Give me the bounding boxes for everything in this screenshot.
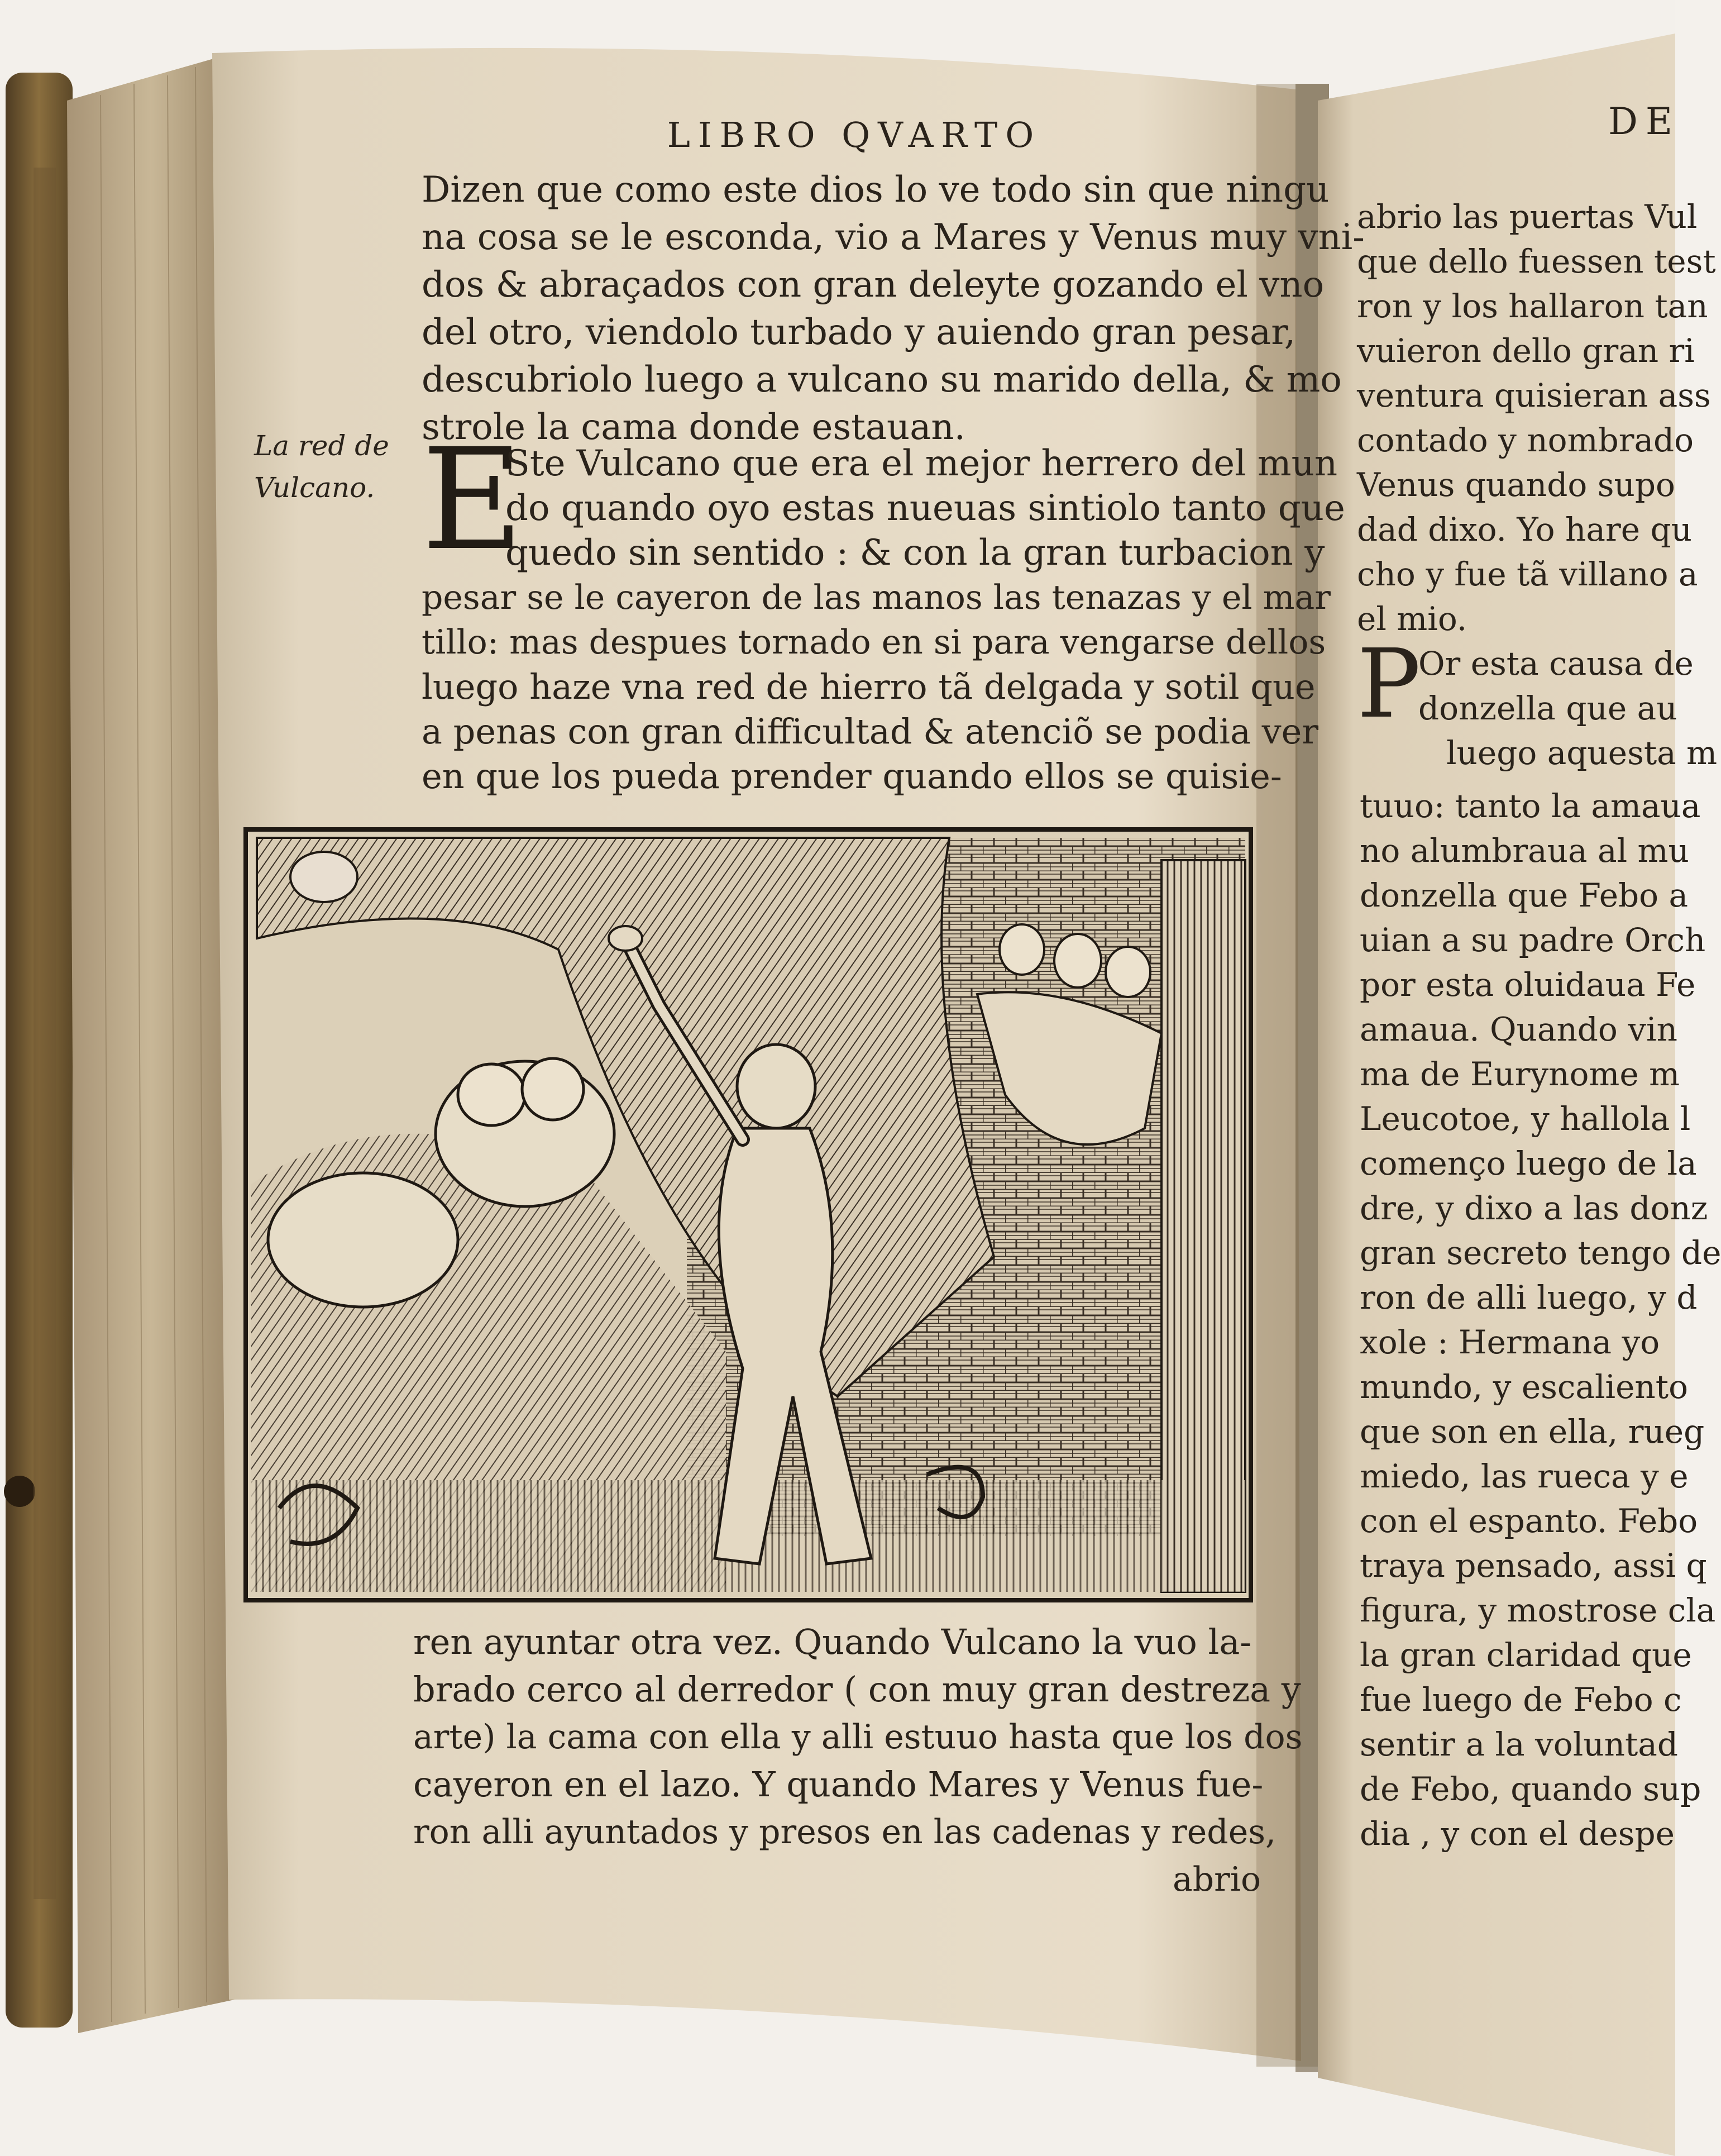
text-line: dia , y con el despe <box>1360 1815 1675 1853</box>
text-line: que dello fuessen test <box>1357 242 1716 280</box>
text-line: strole la cama donde estauan. <box>422 407 965 448</box>
text-line: Ste Vulcano que era el mejor herrero del mun <box>505 443 1338 484</box>
text-line: el mio. <box>1357 600 1467 638</box>
text-line: arte) la cama con ella y alli estuuo hasta que los dos <box>413 1718 1303 1757</box>
text-line: miedo, las rueca y e <box>1360 1457 1689 1495</box>
text-line: mundo, y escaliento <box>1360 1368 1688 1406</box>
text-line: ma de Eurynome m <box>1360 1055 1680 1093</box>
text-line: fue luego de Febo c <box>1360 1681 1682 1719</box>
text-line: abrio las puertas Vul <box>1357 198 1698 236</box>
text-line: xole : Hermana yo <box>1360 1323 1660 1361</box>
text-line: del otro, viendolo turbado y auiendo gran pesar, <box>422 312 1296 353</box>
text-line: dre, y dixo a las donz <box>1360 1189 1708 1227</box>
text-line: amaua. Quando vin <box>1360 1010 1677 1048</box>
drop-cap: P <box>1357 629 1421 740</box>
text-line: pesar se le cayeron de las manos las tenazas y el mar <box>422 578 1331 617</box>
text-line: brado cerco al derredor ( con muy gran destreza y <box>413 1669 1301 1710</box>
text-line: gran secreto tengo de <box>1360 1234 1721 1272</box>
right-page-text <box>1318 56 1721 2122</box>
text-line: tuuo: tanto la amaua <box>1360 787 1701 825</box>
text-line: ron de alli luego, y d <box>1360 1279 1698 1317</box>
text-line: la gran claridad que <box>1360 1636 1692 1674</box>
text-line: Venus quando supo <box>1357 466 1675 504</box>
text-line: Leucotoe, y hallola l <box>1360 1100 1691 1138</box>
text-line: por esta oluidaua Fe <box>1360 966 1696 1004</box>
text-line: Dizen que como este dios lo ve todo sin que ningu <box>422 169 1330 211</box>
text-line: luego aquesta m <box>1446 734 1718 772</box>
right-page-header: DE <box>1608 100 1681 143</box>
text-line: uian a su padre Orch <box>1360 921 1706 959</box>
woodcut-illustration <box>246 829 1251 1600</box>
margin-note-line: Vulcano. <box>254 471 375 504</box>
text-line: ron alli ayuntados y presos en las cadenas y redes, <box>413 1812 1277 1852</box>
text-line: Or esta causa de <box>1418 645 1694 683</box>
text-line: vuieron dello gran ri <box>1357 332 1695 370</box>
text-line: ron y los hallaron tan <box>1357 287 1708 325</box>
text-line: ren ayuntar otra vez. Quando Vulcano la vuo la- <box>413 1621 1252 1662</box>
drop-cap: E <box>422 418 524 581</box>
text-line: començo luego de la <box>1360 1144 1697 1182</box>
text-line: figura, y mostrose cla <box>1360 1591 1716 1629</box>
text-line: cho y fue tã villano a <box>1357 555 1698 593</box>
text-line: en que los pueda prender quando ellos se quisie- <box>422 756 1282 796</box>
text-line: contado y nombrado <box>1357 421 1694 459</box>
text-line: que son en ella, rueg <box>1360 1413 1705 1451</box>
text-line: donzella que au <box>1418 689 1677 727</box>
text-line: traya pensado, assi q <box>1360 1547 1707 1585</box>
margin-note-line: La red de <box>254 430 389 462</box>
text-line: descubriolo luego a vulcano su marido della, & mo <box>422 359 1342 400</box>
text-line: sentir a la voluntad <box>1360 1725 1679 1763</box>
text-line: con el espanto. Febo <box>1360 1502 1698 1540</box>
text-line: de Febo, quando sup <box>1360 1770 1701 1808</box>
catchword: abrio <box>1173 1860 1261 1899</box>
text-line: na cosa se le esconda, vio a Mares y Venus muy vni- <box>422 217 1365 258</box>
left-page-header: LIBRO QVARTO <box>667 115 1042 155</box>
text-line: quedo sin sentido : & con la gran turbacion y <box>505 532 1325 574</box>
text-line: dos & abraçados con gran deleyte gozando el vno <box>422 264 1325 306</box>
text-line: luego haze vna red de hierro tã delgada y sotil que <box>422 666 1316 707</box>
text-line: tillo: mas despues tornado en si para vengarse dellos <box>422 623 1326 662</box>
text-line: dad dixo. Yo hare qu <box>1357 511 1692 548</box>
text-line: donzella que Febo a <box>1360 876 1689 914</box>
text-line: cayeron en el lazo. Y quando Mares y Venus fue- <box>413 1764 1264 1805</box>
text-line: ventura quisieran ass <box>1357 376 1711 414</box>
text-line: do quando oyo estas nueuas sintiolo tanto que <box>505 488 1345 529</box>
text-line: a penas con gran difficultad & atenciõ se podia ver <box>422 711 1319 752</box>
page-edges <box>67 56 235 2033</box>
spine-stain <box>4 1476 35 1507</box>
text-line: no alumbraua al mu <box>1360 832 1689 870</box>
